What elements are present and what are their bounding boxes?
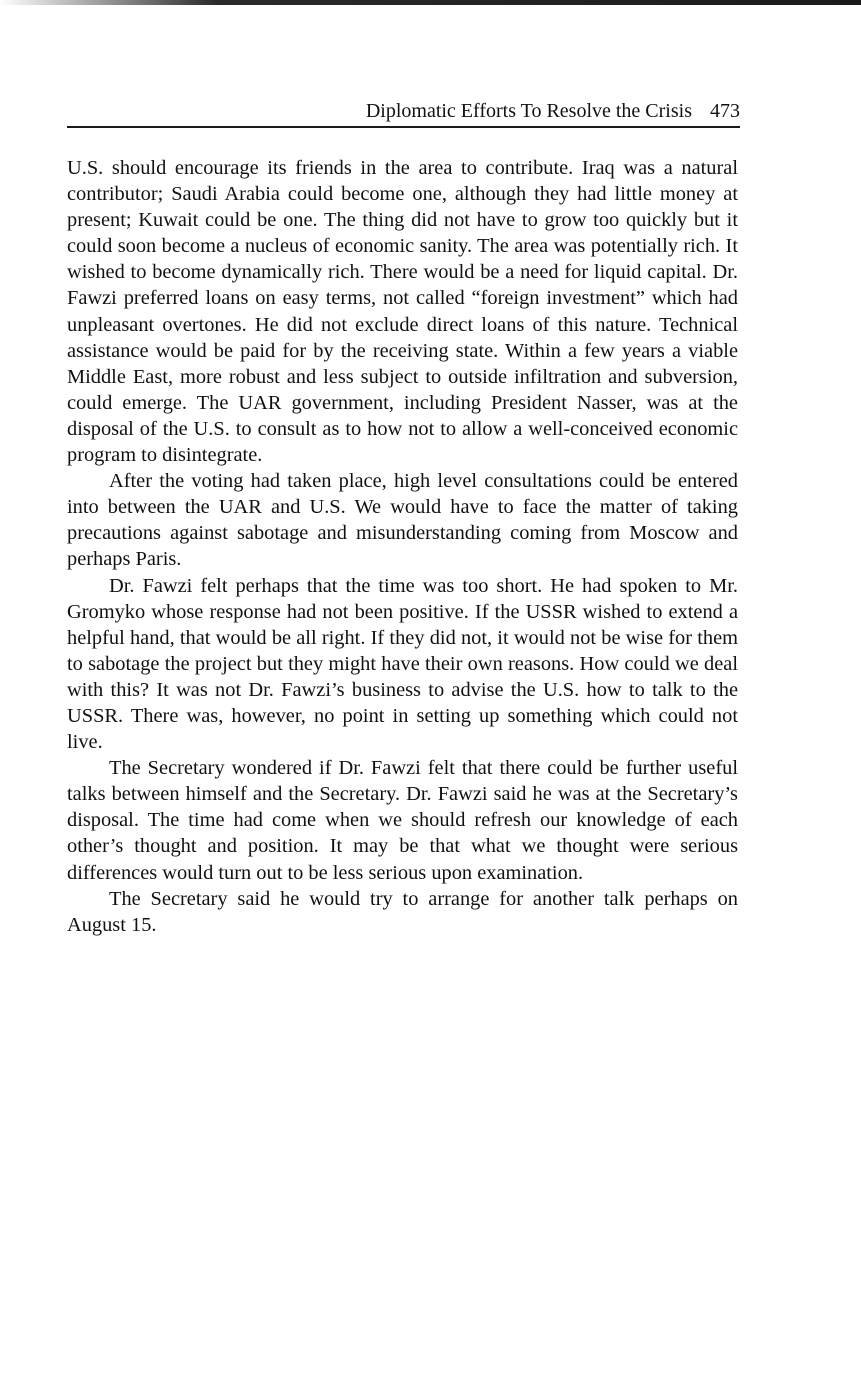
paragraph: The Secretary wondered if Dr. Fawzi felt that there could be further useful talks between himself and the Secretary. Dr. Fawzi said he was at the Secretary’s disposal. The time had come when we should refresh our knowledge of each other’s thought and position. It may be that what we thought were serious differences would turn out to be less serious upon examination. xyxy=(67,757,738,884)
paragraph-continued: U.S. should encourage its friends in the area to contribute. Iraq was a natural contributor; Saudi Arabia could become one, although they had little money at present; Kuwait could be one. The thing did not have to grow too quickly but it could soon become a nucleus of economic sanity. The area was potentially rich. It wished to become dynamically rich. There would be a need for liquid capital. Dr. Fawzi preferred loans on easy terms, not called “foreign investment” which had unpleasant overtones. He did not exclude direct loans of this nature. Technical assistance would be paid for by the receiving state. Within a few years a viable Middle East, more robust and less subject to outside infiltration and subversion, could emerge. The UAR government, including President Nasser, was at the disposal of the U.S. to consult as to how not to allow a well-conceived economic program to disintegrate. xyxy=(67,157,738,467)
running-title: Diplomatic Efforts To Resolve the Crisis xyxy=(365,100,692,122)
paragraph: Dr. Fawzi felt perhaps that the time was too short. He had spoken to Mr. Gromyko whose response had not been positive. If the USSR wished to extend a helpful hand, that would be all right. If they did not, it would not be wise for them to sabotage the project but they might have their own reasons. How could we deal with this? It was not Dr. Fawzi’s business to advise the U.S. how to talk to the USSR. There was, however, no point in setting up something which could not live. xyxy=(67,574,738,754)
paragraph: The Secretary said he would try to arrange for another talk perhaps on August 15. xyxy=(67,887,738,936)
body-text xyxy=(67,155,738,938)
running-header xyxy=(67,98,740,128)
page-number: 473 xyxy=(710,100,740,122)
paragraph: After the voting had taken place, high level consultations could be entered into between the UAR and U.S. We would have to face the matter of taking precautions against sabotage and misunderstanding coming from Moscow and perhaps Paris. xyxy=(67,470,738,571)
page-top-edge xyxy=(0,0,861,5)
